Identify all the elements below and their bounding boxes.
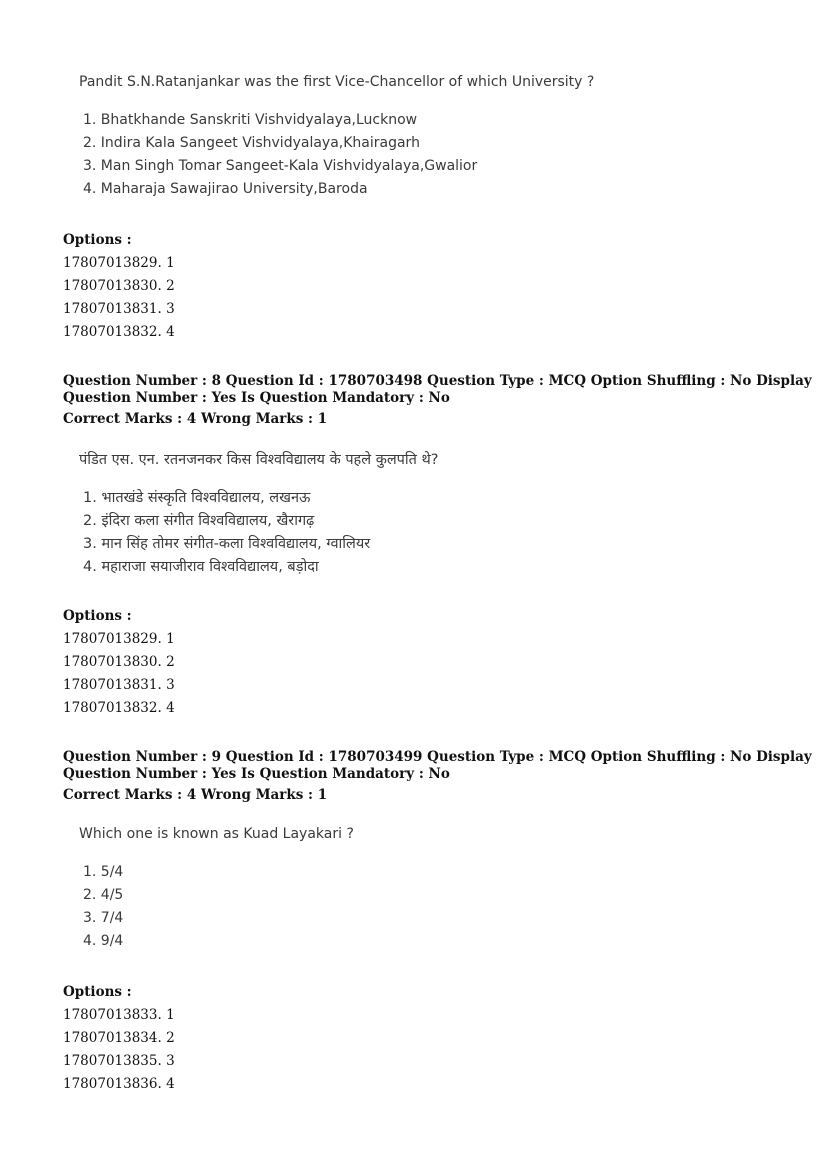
- question-7-text: Pandit S.N.Ratanjankar was the first Vice-Chancellor of which University ?: [79, 74, 595, 90]
- question-7-image: [79, 74, 594, 90]
- option-row: 17807013829. 1: [63, 631, 175, 647]
- option-row: 17807013831. 3: [63, 677, 175, 693]
- choice-item: 3. Man Singh Tomar Sangeet-Kala Vishvidyalaya,Gwalior: [83, 158, 478, 174]
- option-row: 17807013834. 2: [63, 1030, 175, 1046]
- choice-item: 1. 5/4: [83, 864, 124, 880]
- question-8-marks: Correct Marks : 4 Wrong Marks : 1: [63, 411, 328, 427]
- option-row: 17807013830. 2: [63, 654, 175, 670]
- option-row: 17807013830. 2: [63, 278, 175, 294]
- question-9-meta-line2: Question Number : Yes Is Question Mandatory : No: [63, 766, 450, 782]
- question-8-meta-line2: Question Number : Yes Is Question Mandatory : No: [63, 390, 450, 406]
- choice-item: 4. Maharaja Sawajirao University,Baroda: [83, 181, 368, 197]
- question-9-marks: Correct Marks : 4 Wrong Marks : 1: [63, 787, 328, 803]
- options-label: Options :: [63, 608, 132, 624]
- option-row: 17807013829. 1: [63, 255, 175, 271]
- options-label: Options :: [63, 232, 132, 248]
- option-row: 17807013836. 4: [63, 1076, 175, 1092]
- choice-item: 4. 9/4: [83, 933, 124, 949]
- choice-item: 3. 7/4: [83, 910, 124, 926]
- option-row: 17807013833. 1: [63, 1007, 175, 1023]
- choice-item: 2. Indira Kala Sangeet Vishvidyalaya,Khairagarh: [83, 135, 420, 151]
- question-9-image: [79, 826, 354, 842]
- options-label: Options :: [63, 984, 132, 1000]
- choice-item: 1. Bhatkhande Sanskriti Vishvidyalaya,Lucknow: [83, 112, 418, 128]
- choice-item: 1. भातखंडे संस्कृति विश्वविद्यालय, लखनऊ: [83, 490, 311, 506]
- question-9-meta-line1: Question Number : 9 Question Id : 1780703499 Question Type : MCQ Option Shuffling : No Display: [63, 749, 812, 765]
- choice-item: 2. 4/5: [83, 887, 124, 903]
- question-8-image: [79, 449, 439, 469]
- choice-item: 2. इंदिरा कला संगीत विश्वविद्यालय, खैरागढ़: [83, 513, 315, 529]
- option-row: 17807013832. 4: [63, 324, 175, 340]
- option-row: 17807013835. 3: [63, 1053, 175, 1069]
- choice-item: 3. मान सिंह तोमर संगीत-कला विश्वविद्यालय, ग्वालियर: [83, 536, 371, 552]
- option-row: 17807013832. 4: [63, 700, 175, 716]
- question-8-meta-line1: Question Number : 8 Question Id : 1780703498 Question Type : MCQ Option Shuffling : No Display: [63, 373, 812, 389]
- option-row: 17807013831. 3: [63, 301, 175, 317]
- question-9-text: Which one is known as Kuad Layakari ?: [79, 826, 354, 842]
- choice-item: 4. महाराजा सयाजीराव विश्वविद्यालय, बड़ोदा: [83, 559, 319, 575]
- question-8-text: पंडित एस. एन. रतनजनकर किस विश्वविद्यालय के पहले कुलपति थे?: [79, 452, 439, 468]
